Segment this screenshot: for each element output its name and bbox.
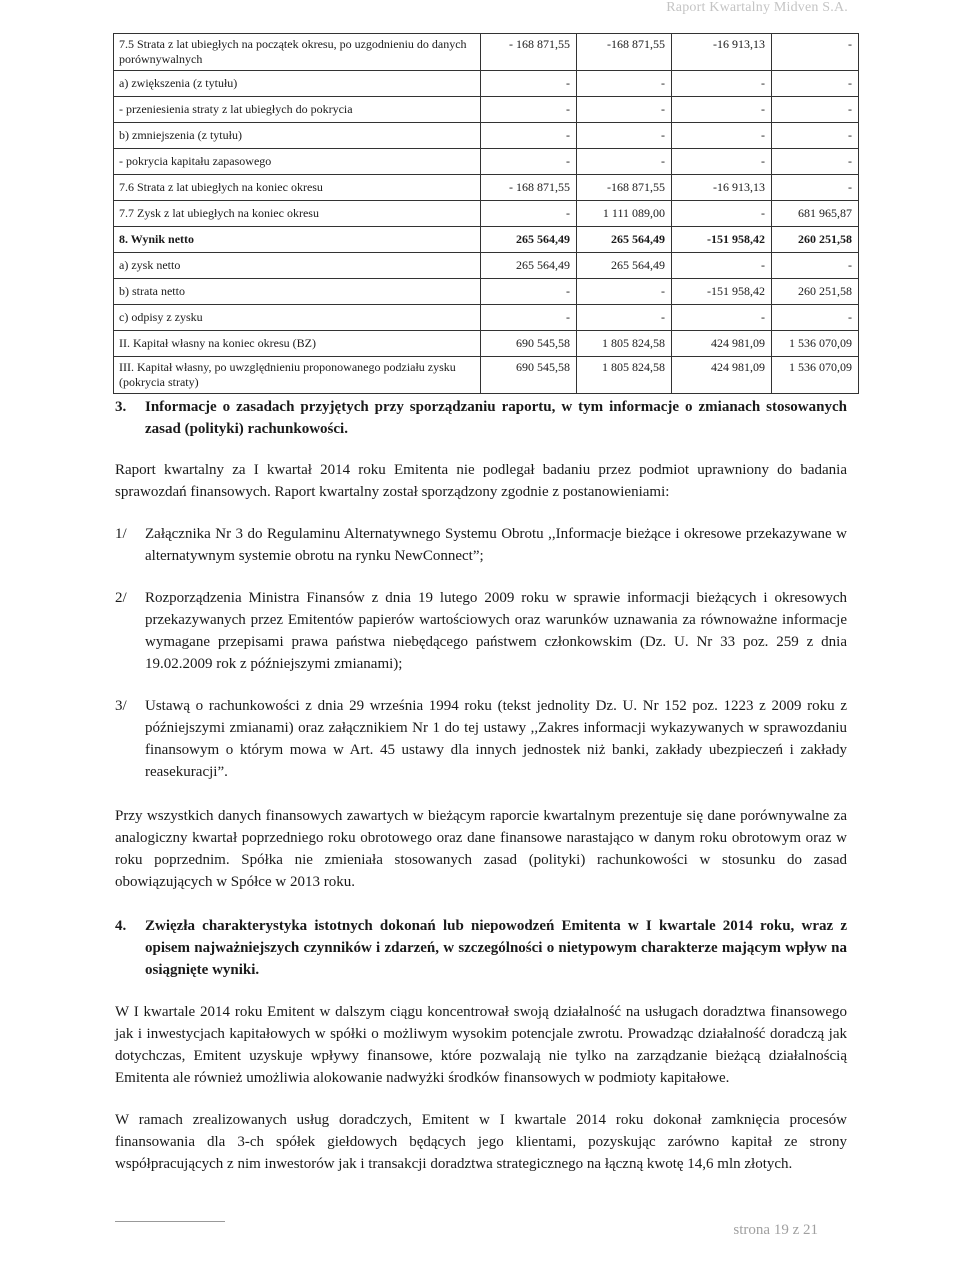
row-label: 7.6 Strata z lat ubiegłych na koniec okresu [114, 175, 481, 201]
section-4-paragraph: W ramach zrealizowanych usług doradczych, Emitent w I kwartale 2014 roku dokonał zamknięcia procesów finansowania dla 3-ch spółek giełdowych będących jego klientami, pozyskując zarówno kapitał ze strony współpracujących z nim inwestorów jak i transakcji doradztwa strategicznego na łączną kwotę 14,6 mln złotych. [115, 1112, 847, 1172]
row-value: - [577, 149, 672, 175]
row-label: 7.5 Strata z lat ubiegłych na początek okresu, po uzgodnieniu do danych porównywalnych [114, 34, 481, 71]
row-value: - [577, 71, 672, 97]
table-row [114, 201, 859, 227]
row-value: 260 251,58 [772, 279, 859, 305]
row-value: - [577, 305, 672, 331]
row-value: - [772, 71, 859, 97]
row-value: 424 981,09 [672, 357, 772, 394]
row-value: - [672, 149, 772, 175]
page-number: strona 19 z 21 [733, 1222, 818, 1238]
list-item: 2/ Rozporządzenia Ministra Finansów z dnia 19 lutego 2009 roku w sprawie informacji bieżących i okresowych przekazywanych przez Emitentów papierów wartościowych oraz warunków uznawania za równoważne informacje wymagane przepisami prawa państwa niebędącego państwem członkowskim (Dz. U. Nr 33 poz. 259 z dnia 19.02.2009 rok z późniejszymi zmianami); [115, 590, 847, 672]
row-value: - [481, 305, 577, 331]
row-value: - [481, 71, 577, 97]
row-value: - 168 871,55 [481, 175, 577, 201]
row-label: a) zwiększenia (z tytułu) [114, 71, 481, 97]
row-value: - [772, 175, 859, 201]
row-label: - pokrycia kapitału zapasowego [114, 149, 481, 175]
row-value: 265 564,49 [481, 227, 577, 253]
row-value: 690 545,58 [481, 331, 577, 357]
row-value: - [772, 123, 859, 149]
row-label: a) zysk netto [114, 253, 481, 279]
row-value: - [672, 201, 772, 227]
row-value: - [481, 123, 577, 149]
row-label: c) odpisy z zysku [114, 305, 481, 331]
row-label: b) zmniejszenia (z tytułu) [114, 123, 481, 149]
section-3-intro: Raport kwartalny za I kwartał 2014 roku Emitenta nie podlegał badaniu przez podmiot uprawniony do badania sprawozdań finansowych. Raport kwartalny został sporządzony zgodnie z postanowieniami: [115, 462, 847, 500]
row-value: 265 564,49 [577, 253, 672, 279]
row-value: -16 913,13 [672, 175, 772, 201]
row-value: 260 251,58 [772, 227, 859, 253]
table-row [114, 175, 859, 201]
row-value: - [772, 97, 859, 123]
row-value: -151 958,42 [672, 227, 772, 253]
row-value: - [772, 34, 859, 71]
document-body [115, 396, 847, 1175]
table-row [114, 227, 859, 253]
document-header: Raport Kwartalny Midven S.A. [666, 0, 848, 15]
row-value: - [481, 279, 577, 305]
footer-divider [115, 1221, 225, 1222]
row-value: 1 536 070,09 [772, 331, 859, 357]
table-row [114, 97, 859, 123]
row-value: 1 536 070,09 [772, 357, 859, 394]
row-value: - [577, 97, 672, 123]
row-value: 265 564,49 [577, 227, 672, 253]
equity-changes-table [113, 33, 859, 394]
row-label: III. Kapitał własny, po uwzględnieniu proponowanego podziału zysku (pokrycia straty) [114, 357, 481, 394]
section-4-title: Zwięzła charakterystyka istotnych dokonań lub niepowodzeń Emitenta w I kwartale 2014 roku, wraz z opisem najważniejszych czynników i zdarzeń, w szczególności o nietypowym charakterze mającym wpływ na osiągnięte wyniki. [145, 918, 847, 978]
section-4-paragraph: W I kwartale 2014 roku Emitent w dalszym ciągu koncentrował swoją działalność na usługach doradztwa finansowego jak i inwestycjach kapitałowych w spółki o możliwym wysokim potencjale zwrotu. Prowadząc działalność doradczą jak dotychczas, Emitent uzyskuje wpływy finansowe, które pozwalają nie tylko na zarządzanie bieżącą działalnością Emitenta ale również umożliwia alokowanie nadwyżki środków finansowych w podmioty kapitałowe. [115, 1004, 847, 1086]
row-value: - [672, 123, 772, 149]
row-value: - [772, 305, 859, 331]
row-value: - [672, 71, 772, 97]
row-value: - [481, 201, 577, 227]
table-row [114, 253, 859, 279]
row-label: 8. Wynik netto [114, 227, 481, 253]
row-value: -168 871,55 [577, 175, 672, 201]
row-value: -151 958,42 [672, 279, 772, 305]
table-row [114, 279, 859, 305]
section-3-heading [115, 396, 847, 440]
table-row [114, 123, 859, 149]
section-3-closing: Przy wszystkich danych finansowych zawartych w bieżącym raporcie kwartalnym prezentuje się dane porównywalne za analogiczny kwartał poprzedniego roku obrotowego oraz dane finansowe narastająco w danym roku obrotowym oraz w roku poprzednim. Spółka nie zmieniała stosowanych zasad (polityki) rachunkowości w stosunku do zasad obowiązujących w Spółce w 2013 roku. [115, 808, 847, 890]
section-3-number: 3. [115, 399, 127, 415]
table-row [114, 357, 859, 394]
row-value: - [772, 253, 859, 279]
row-value: 690 545,58 [481, 357, 577, 394]
list-item: 3/ Ustawą o rachunkowości z dnia 29 września 1994 roku (tekst jednolity Dz. U. Nr 152 poz. 1223 z 2009 roku z późniejszymi zmianami) oraz załącznikiem Nr 1 do tej ustawy ,,Zakres informacji wykazywanych w sprawozdaniu finansowym o którym mowa w Art. 45 ustawy dla innych jednostek niż banki, zakłady ubezpieczeń i zakłady reasekuracji”. [115, 698, 847, 780]
row-value: 681 965,87 [772, 201, 859, 227]
table-row [114, 331, 859, 357]
row-value: 1 111 089,00 [577, 201, 672, 227]
row-value: -16 913,13 [672, 34, 772, 71]
table-row [114, 34, 859, 71]
row-value: - [577, 123, 672, 149]
row-value: - [672, 97, 772, 123]
row-value: 424 981,09 [672, 331, 772, 357]
row-value: - [672, 305, 772, 331]
row-value: - 168 871,55 [481, 34, 577, 71]
section-3-title: Informacje o zasadach przyjętych przy sporządzaniu raportu, w tym informacje o zmianach stosowanych zasad (polityki) rachunkowości. [145, 399, 847, 437]
row-label: b) strata netto [114, 279, 481, 305]
row-value: - [672, 253, 772, 279]
list-item: 1/ Załącznika Nr 3 do Regulaminu Alternatywnego Systemu Obrotu ,,Informacje bieżące i okresowe przekazywane w alternatywnym systemie obrotu na rynku NewConnect”; [115, 526, 847, 564]
table-row [114, 305, 859, 331]
row-value: - [481, 149, 577, 175]
row-value: 265 564,49 [481, 253, 577, 279]
row-value: - [577, 279, 672, 305]
row-value: 1 805 824,58 [577, 357, 672, 394]
row-value: - [481, 97, 577, 123]
row-label: 7.7 Zysk z lat ubiegłych na koniec okresu [114, 201, 481, 227]
row-value: - [772, 149, 859, 175]
row-label: - przeniesienia straty z lat ubiegłych do pokrycia [114, 97, 481, 123]
table-row [114, 71, 859, 97]
row-value: 1 805 824,58 [577, 331, 672, 357]
table-row [114, 149, 859, 175]
row-label: II. Kapitał własny na koniec okresu (BZ) [114, 331, 481, 357]
section-4-number: 4. [115, 918, 127, 934]
row-value: -168 871,55 [577, 34, 672, 71]
section-4-heading [115, 915, 847, 981]
